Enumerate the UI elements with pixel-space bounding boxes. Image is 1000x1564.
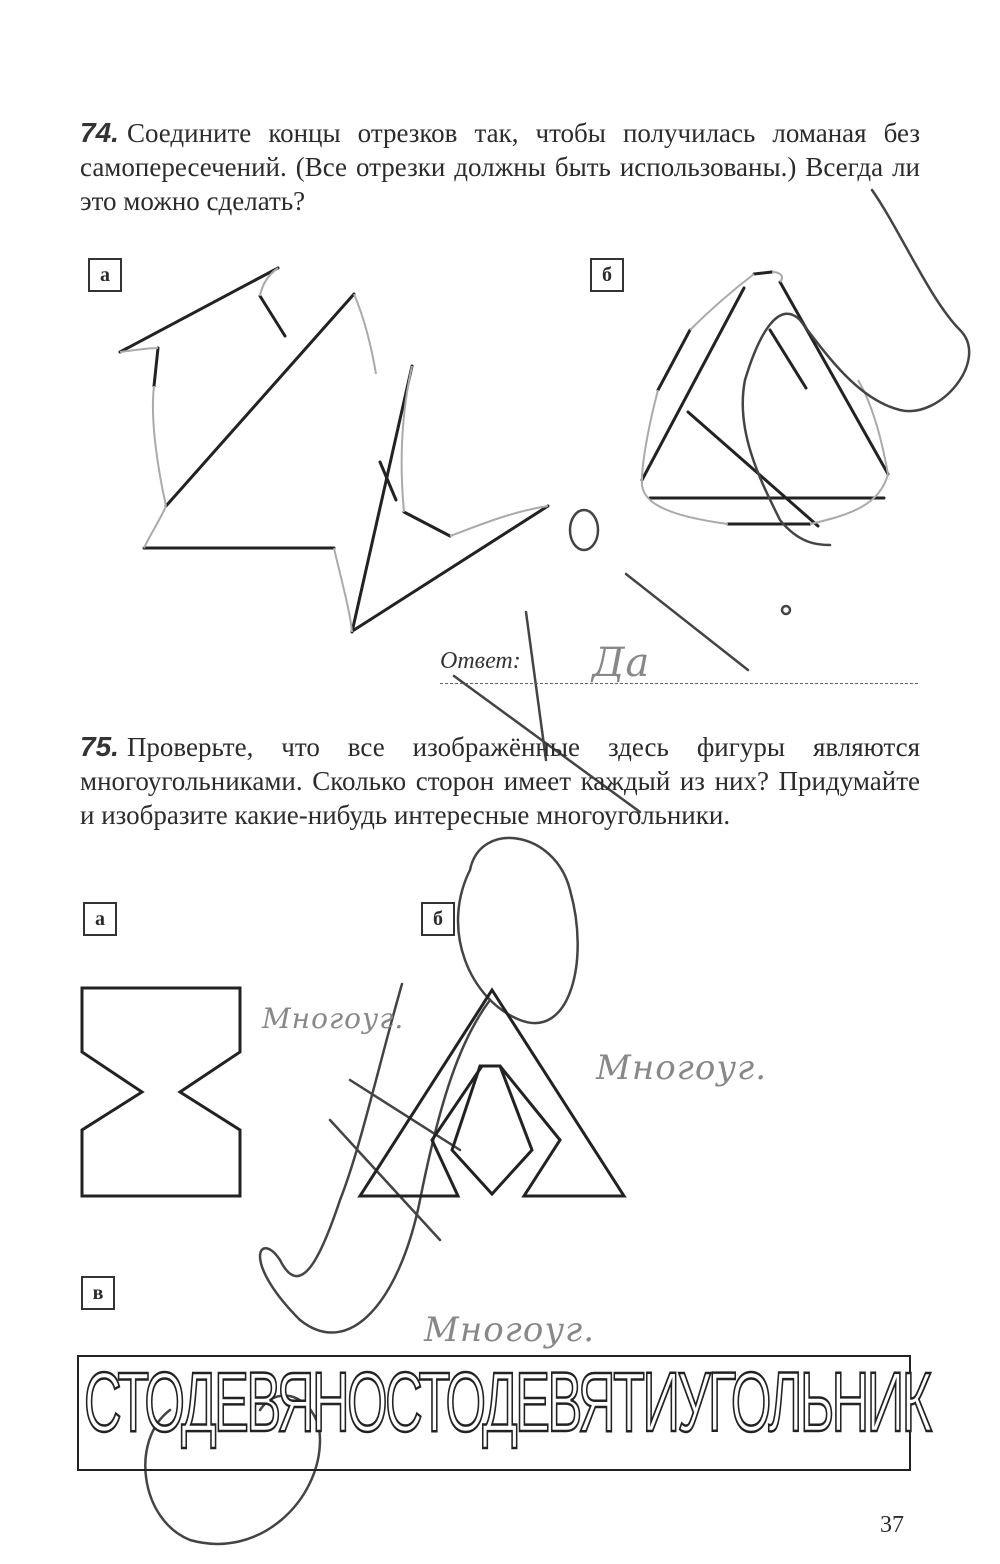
page-number: 37 [880,1512,904,1538]
handwritten-a: Многоуг. [262,1002,405,1035]
polygon-v-word: СТОДЕВЯНОСТОДЕВЯТИУГОЛЬНИК [84,1355,930,1449]
handwritten-v: Многоуг. [424,1310,596,1350]
answer-label: Ответ: [440,648,521,674]
task-75-label-b: б [421,902,455,936]
task-75-number: 75. [80,731,119,762]
task-75-body: Проверьте, что все изображённые здесь фигуры являются многоугольниками. Сколько сторон имеет каждый из них? Придумайте и изобразите какие-нибудь интересные многоугольники. [80,732,920,830]
task-75-label-a: а [83,902,117,936]
answer-handwritten: Да [592,640,651,686]
polygon-a [82,988,240,1196]
task-74-label-b: б [590,258,624,292]
task-74-body: Соедините концы отрезков так, чтобы получилась ломаная без самопересечений. (Все отрезки должны быть использованы.) Всегда ли это можно сделать? [80,118,920,216]
task-74-number: 74. [80,117,119,148]
handwritten-b: Многоуг. [596,1048,768,1088]
polygon-b-inner [452,1066,532,1194]
task-75-label-v: в [81,1276,115,1310]
task-74-label-a: а [88,258,122,292]
